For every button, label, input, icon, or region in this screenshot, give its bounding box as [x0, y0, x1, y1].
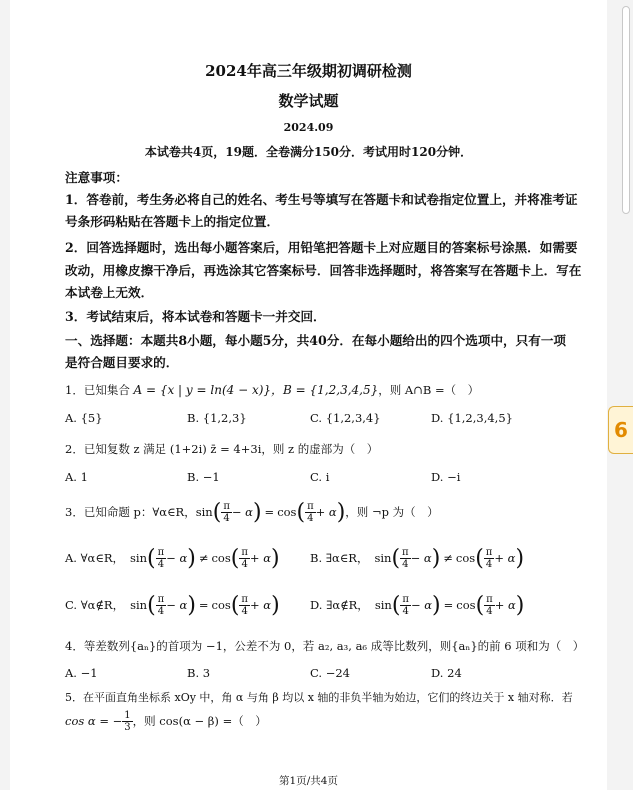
q3-pi: π: [223, 500, 230, 512]
q1-prefix: 1．已知集合: [65, 383, 130, 397]
q1-set-a: A = {x | y = ln(4 − x)}: [133, 383, 272, 397]
q3-b-minus: − α: [410, 551, 432, 565]
q1-option-d: D. {1,2,3,4,5}: [431, 411, 513, 425]
q1-option-a: A. {5}: [65, 411, 103, 425]
q3-d-pi-2: π: [486, 593, 493, 605]
q3-option-a: A. ∀α∈R， sin ( $\frac{\pi}{4}$ − α ) ≠ cos ( $\frac{\pi}{4}$ + α ): [65, 545, 280, 571]
q3-four: 4: [223, 512, 230, 524]
exam-subtitle: 数学试题: [278, 92, 339, 110]
q3-c-plus: + α: [250, 598, 272, 612]
q1-ask: ，则 A∩B =（ ）: [378, 383, 480, 397]
exam-info: 本试卷共4页，19题．全卷满分150分．考试用时120分钟．: [144, 145, 473, 159]
side-widget-icon[interactable]: 6: [608, 406, 633, 454]
q5-ask: ，则 cos(α − β) =（ ）: [132, 714, 267, 728]
q3-c-four: 4: [157, 605, 165, 617]
q3-b-pi-2: π: [485, 546, 493, 558]
q3-option-b: B. ∃α∈R， sin ( $\frac{\pi}{4}$ − α ) ≠ cos ( $\frac{\pi}{4}$ + α ): [310, 545, 525, 571]
q3-mid: ，则 ¬p 为（ ）: [345, 505, 439, 519]
q1-set-b: ，B = {1,2,3,4,5}: [271, 383, 379, 397]
section-1-line-1: 一、选择题：本题共8小题，每小题5分，共40分．在每小题给出的四个选项中，只有一项: [65, 333, 567, 348]
q3-plus-alpha: + α: [315, 505, 337, 519]
q3-d-cos: cos: [456, 598, 476, 612]
note-1-line-1: 1．答卷前，考生务必将自己的姓名、考生号等填写在答题卡和试卷指定位置上，并将准考证: [65, 192, 578, 207]
q5-cos-prefix: cos α = −: [65, 714, 123, 728]
q2-option-c: C. i: [310, 470, 330, 484]
exam-date: 2024.09: [283, 121, 334, 134]
question-4-stem: 4．等差数列{aₙ}的首项为 −1，公差不为 0，若 a₂, a₃, a₆ 成等比数列，则{aₙ}的前 6 项和为（ ）: [65, 639, 585, 653]
q4-option-a: A. −1: [65, 666, 98, 680]
q3-c-pi-2: π: [241, 593, 248, 605]
q3-a-pi-2: π: [241, 546, 248, 558]
q3-prefix: 3．已知命题 p：∀α∈R，: [65, 505, 196, 519]
q3-c-lead: C. ∀α∉R，: [65, 598, 125, 612]
q3-d-pi: π: [402, 593, 409, 605]
q3-c-four-2: 4: [241, 605, 248, 617]
note-1-line-2: 号条形码粘贴在答题卡上的指定位置．: [65, 214, 280, 229]
question-5-line-1: 5．在平面直角坐标系 xOy 中，角 α 与角 β 均以 x 轴的非负半轴为始边，它们的终边关于 x 轴对称．若: [65, 691, 573, 704]
note-2-line-1: 2．回答选择题时，选出每小题答案后，用铅笔把答题卡上对应题目的答案标号涂黑．如需要: [65, 240, 578, 255]
note-3: 3．考试结束后，将本试卷和答题卡一并交回．: [65, 309, 326, 324]
q3-d-lead: D. ∃α∉R，: [310, 598, 369, 612]
q3-b-four-2: 4: [485, 558, 493, 570]
q3-c-eq: =: [198, 598, 209, 612]
q3-b-pi: π: [402, 546, 409, 558]
q3-c-cos: cos: [211, 598, 231, 612]
question-2-stem: 2．已知复数 z 满足 (1+2i) z̄ = 4+3i，则 z 的虚部为（ ）: [65, 442, 379, 456]
q3-d-eq: =: [443, 598, 454, 612]
q3-option-c: C. ∀α∉R， sin ( $\frac{\pi}{4}$ − α ) = cos ( $\frac{\pi}{4}$ + α ): [65, 592, 280, 618]
q3-b-sin: sin: [374, 551, 392, 565]
q3-b-cos: cos: [455, 551, 476, 565]
q2-option-b: B. −1: [187, 470, 220, 484]
q3-pi-2: π: [307, 500, 314, 512]
q3-b-plus: + α: [494, 551, 516, 565]
q3-a-four-2: 4: [241, 558, 248, 570]
q4-option-d: D. 24: [431, 666, 462, 680]
q3-d-plus: + α: [494, 598, 516, 612]
q1-option-c: C. {1,2,3,4}: [310, 411, 381, 425]
page-number: 第1页/共4页: [279, 775, 338, 787]
q1-option-b: B. {1,2,3}: [187, 411, 247, 425]
q3-a-plus: + α: [249, 551, 271, 565]
q2-option-a: A. 1: [65, 470, 88, 484]
q3-a-pi: π: [157, 546, 165, 558]
q3-minus-alpha: − α: [231, 505, 253, 519]
q3-eq: =: [264, 505, 275, 519]
q3-cos: cos: [277, 505, 297, 519]
q3-sin: sin: [195, 505, 213, 519]
q3-option-d: D. ∃α∉R， sin ( $\frac{\pi}{4}$ − α ) = cos ( $\frac{\pi}{4}$ + α ): [310, 592, 525, 618]
q3-b-lead: B. ∃α∈R，: [310, 551, 369, 565]
section-1-line-2: 是符合题目要求的．: [65, 355, 179, 370]
q3-d-four: 4: [402, 605, 409, 617]
notes-heading: 注意事项：: [65, 170, 128, 185]
q3-b-neq: ≠: [443, 551, 453, 565]
q3-a-lead: A. ∀α∈R，: [65, 551, 124, 565]
q3-c-pi: π: [157, 593, 165, 605]
q3-a-minus: − α: [166, 551, 188, 565]
q3-c-minus: − α: [166, 598, 188, 612]
q4-option-b: B. 3: [187, 666, 211, 680]
q3-b-four: 4: [402, 558, 409, 570]
q3-a-four: 4: [157, 558, 165, 570]
q3-d-sin: sin: [374, 598, 392, 612]
note-2-line-3: 本试卷上无效．: [65, 285, 154, 300]
q3-a-sin: sin: [130, 551, 147, 565]
q3-c-sin: sin: [130, 598, 148, 612]
q2-option-d: D. −i: [431, 470, 461, 484]
q3-a-neq: ≠: [198, 551, 209, 565]
q3-d-minus: − α: [410, 598, 433, 612]
q3-a-cos: cos: [211, 551, 231, 565]
q3-four-2: 4: [307, 512, 314, 524]
q5-numerator: 1: [124, 709, 131, 721]
question-1-stem: [65, 381, 479, 398]
question-5-line-2: [65, 707, 267, 735]
q4-option-c: C. −24: [310, 666, 350, 680]
note-2-line-2: 改动，用橡皮擦干净后，再选涂其它答案标号．回答非选择题时，将答案写在答题卡上．写在: [65, 263, 582, 278]
scrollbar-thumb[interactable]: [622, 6, 630, 214]
q5-denominator: 3: [124, 721, 131, 733]
q3-d-four-2: 4: [486, 605, 493, 617]
question-3-stem: 3．已知命题 p：∀α∈R， sin ( $\frac{\pi}{4}$ − α ) = cos ( $\frac{\pi}{4}$ + α ) ，则 ¬p 为（ ）: [65, 499, 439, 525]
exam-title: 2024年高三年级期初调研检测: [205, 62, 412, 80]
